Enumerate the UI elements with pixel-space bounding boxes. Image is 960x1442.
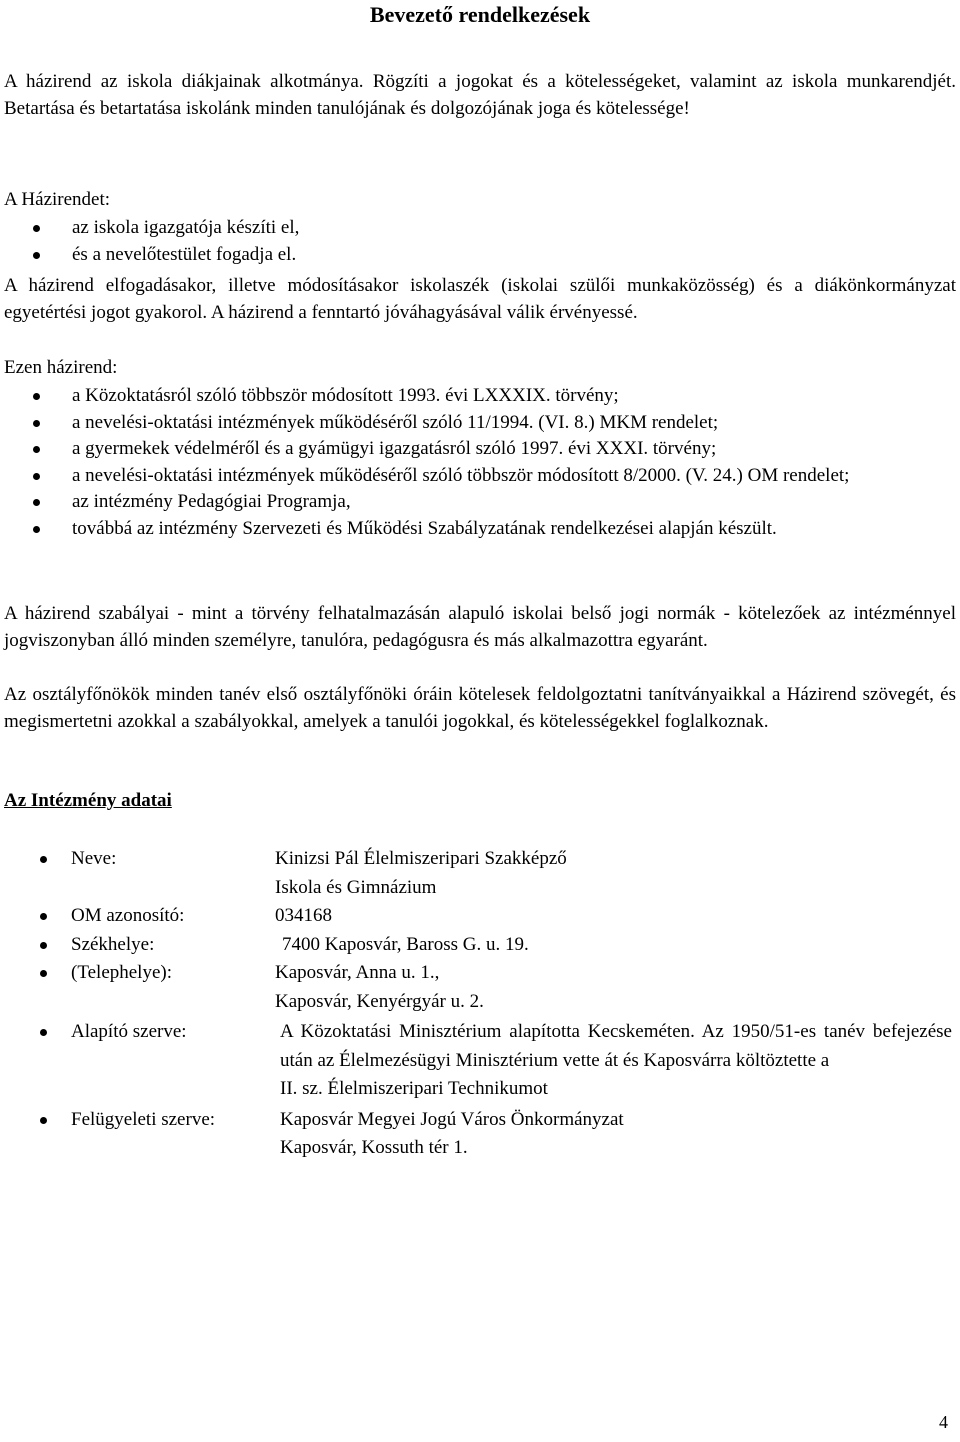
data-value — [280, 1106, 960, 1163]
institution-data-list — [4, 845, 956, 1163]
data-row-founder — [4, 1018, 956, 1104]
basis-label: Ezen házirend: — [4, 357, 118, 378]
classmaster-paragraph: Az osztályfőnökök minden tanév első osztályfőnöki óráin kötelesek feldolgoztatni tanítványaikkal a Házirend szövegét, és megismertetni azokkal a szabályokkal, amelyek a tanulói jogokkal, és kötelességekkel foglalkoznak. — [4, 684, 956, 732]
list-item: a nevelési-oktatási intézmények működéséről szóló 11/1994. (VI. 8.) MKM rendelet; — [4, 410, 956, 437]
data-label: Neve: — [71, 848, 117, 869]
data-value — [275, 845, 955, 902]
bullet-icon — [40, 942, 47, 949]
page-number: 4 — [939, 1412, 948, 1432]
data-row-name — [4, 845, 956, 902]
value-line: Kinizsi Pál Élelmiszeripari Szakképző — [275, 848, 567, 869]
legal-basis-list — [4, 383, 956, 542]
data-label: Felügyeleti szerve: — [71, 1108, 216, 1130]
approval-paragraph: A házirend elfogadásakor, illetve módosításakor iskolaszék (iskolai szülői munkaközösség) és a diákönkormányzat egyetértési jogot gyakorol. A házirend a fenntartó jóváhagyásával válik érvényessé. — [4, 275, 956, 323]
hazirendet-label: A Házirendet: — [4, 189, 111, 210]
value-line: 034168 — [275, 905, 332, 926]
value-line: A Közoktatási Minisztérium alapította Kecskeméten. Az 1950/51-es tanév befejezése után az Élelmezésügyi Minisztérium vette át és Kaposvárra költöztette a — [280, 1021, 952, 1071]
rules-paragraph: A házirend szabályai - mint a törvény felhatalmazásán alapuló iskolai belső jogi normák - kötelezőek az intézménnyel jogviszonyban álló minden személyre, tanulóra, pedagógusra és más alkalmazottra egyaránt. — [4, 603, 956, 651]
bullet-icon — [40, 856, 47, 863]
data-label: Székhelye: — [71, 933, 155, 955]
value-line: Kaposvár Megyei Jogú Város Önkormányzat — [280, 1108, 624, 1130]
list-item: továbbá az intézmény Szervezeti és Működési Szabályzatának rendelkezései alapján készült. — [4, 516, 956, 543]
intro-paragraph: A házirend az iskola diákjainak alkotmánya. Rögzíti a jogokat és a kötelességeket, valamint az iskola munkarendjét. Betartása és betartatása iskolánk minden tanulójának és dolgozójának joga és kötelessége! — [4, 71, 956, 119]
data-row-om — [4, 902, 956, 931]
value-line: II. sz. Élelmiszeripari Technikumot — [280, 1078, 548, 1099]
data-value — [275, 959, 955, 1016]
bullet-icon — [40, 970, 47, 977]
list-item: az iskola igazgatója készíti el, — [4, 215, 956, 242]
bullet-icon — [40, 913, 47, 920]
data-label: OM azonosító: — [71, 905, 185, 926]
value-line: 7400 Kaposvár, Baross G. u. 19. — [282, 933, 529, 955]
data-value — [275, 902, 955, 931]
data-value — [280, 1018, 952, 1104]
list-item: és a nevelőtestület fogadja el. — [4, 242, 956, 269]
data-label: Alapító szerve: — [71, 1021, 187, 1042]
adoption-list — [4, 215, 956, 268]
bullet-icon — [40, 1117, 47, 1124]
institution-heading: Az Intézmény adatai — [4, 790, 172, 811]
data-row-site — [4, 959, 956, 1016]
value-line: Kaposvár, Kenyérgyár u. 2. — [275, 990, 484, 1012]
data-row-supervisor — [4, 1106, 956, 1163]
list-item: a Közoktatásról szóló többször módosított 1993. évi LXXXIX. törvény; — [4, 383, 956, 410]
value-line: Kaposvár, Kossuth tér 1. — [280, 1137, 468, 1158]
list-item: a gyermekek védelméről és a gyámügyi igazgatásról szóló 1997. évi XXXI. törvény; — [4, 436, 956, 463]
list-item: a nevelési-oktatási intézmények működéséről szóló többször módosított 8/2000. (V. 24.) OM rendelet; — [4, 463, 956, 490]
data-row-seat — [4, 931, 956, 960]
value-line: Iskola és Gimnázium — [275, 876, 437, 898]
bullet-icon — [40, 1029, 47, 1036]
page-title: Bevezető rendelkezések — [369, 2, 591, 27]
list-item: az intézmény Pedagógiai Programja, — [4, 489, 956, 516]
data-label: (Telephelye): — [71, 962, 173, 983]
data-value — [282, 931, 960, 960]
value-line: Kaposvár, Anna u. 1., — [275, 962, 440, 983]
